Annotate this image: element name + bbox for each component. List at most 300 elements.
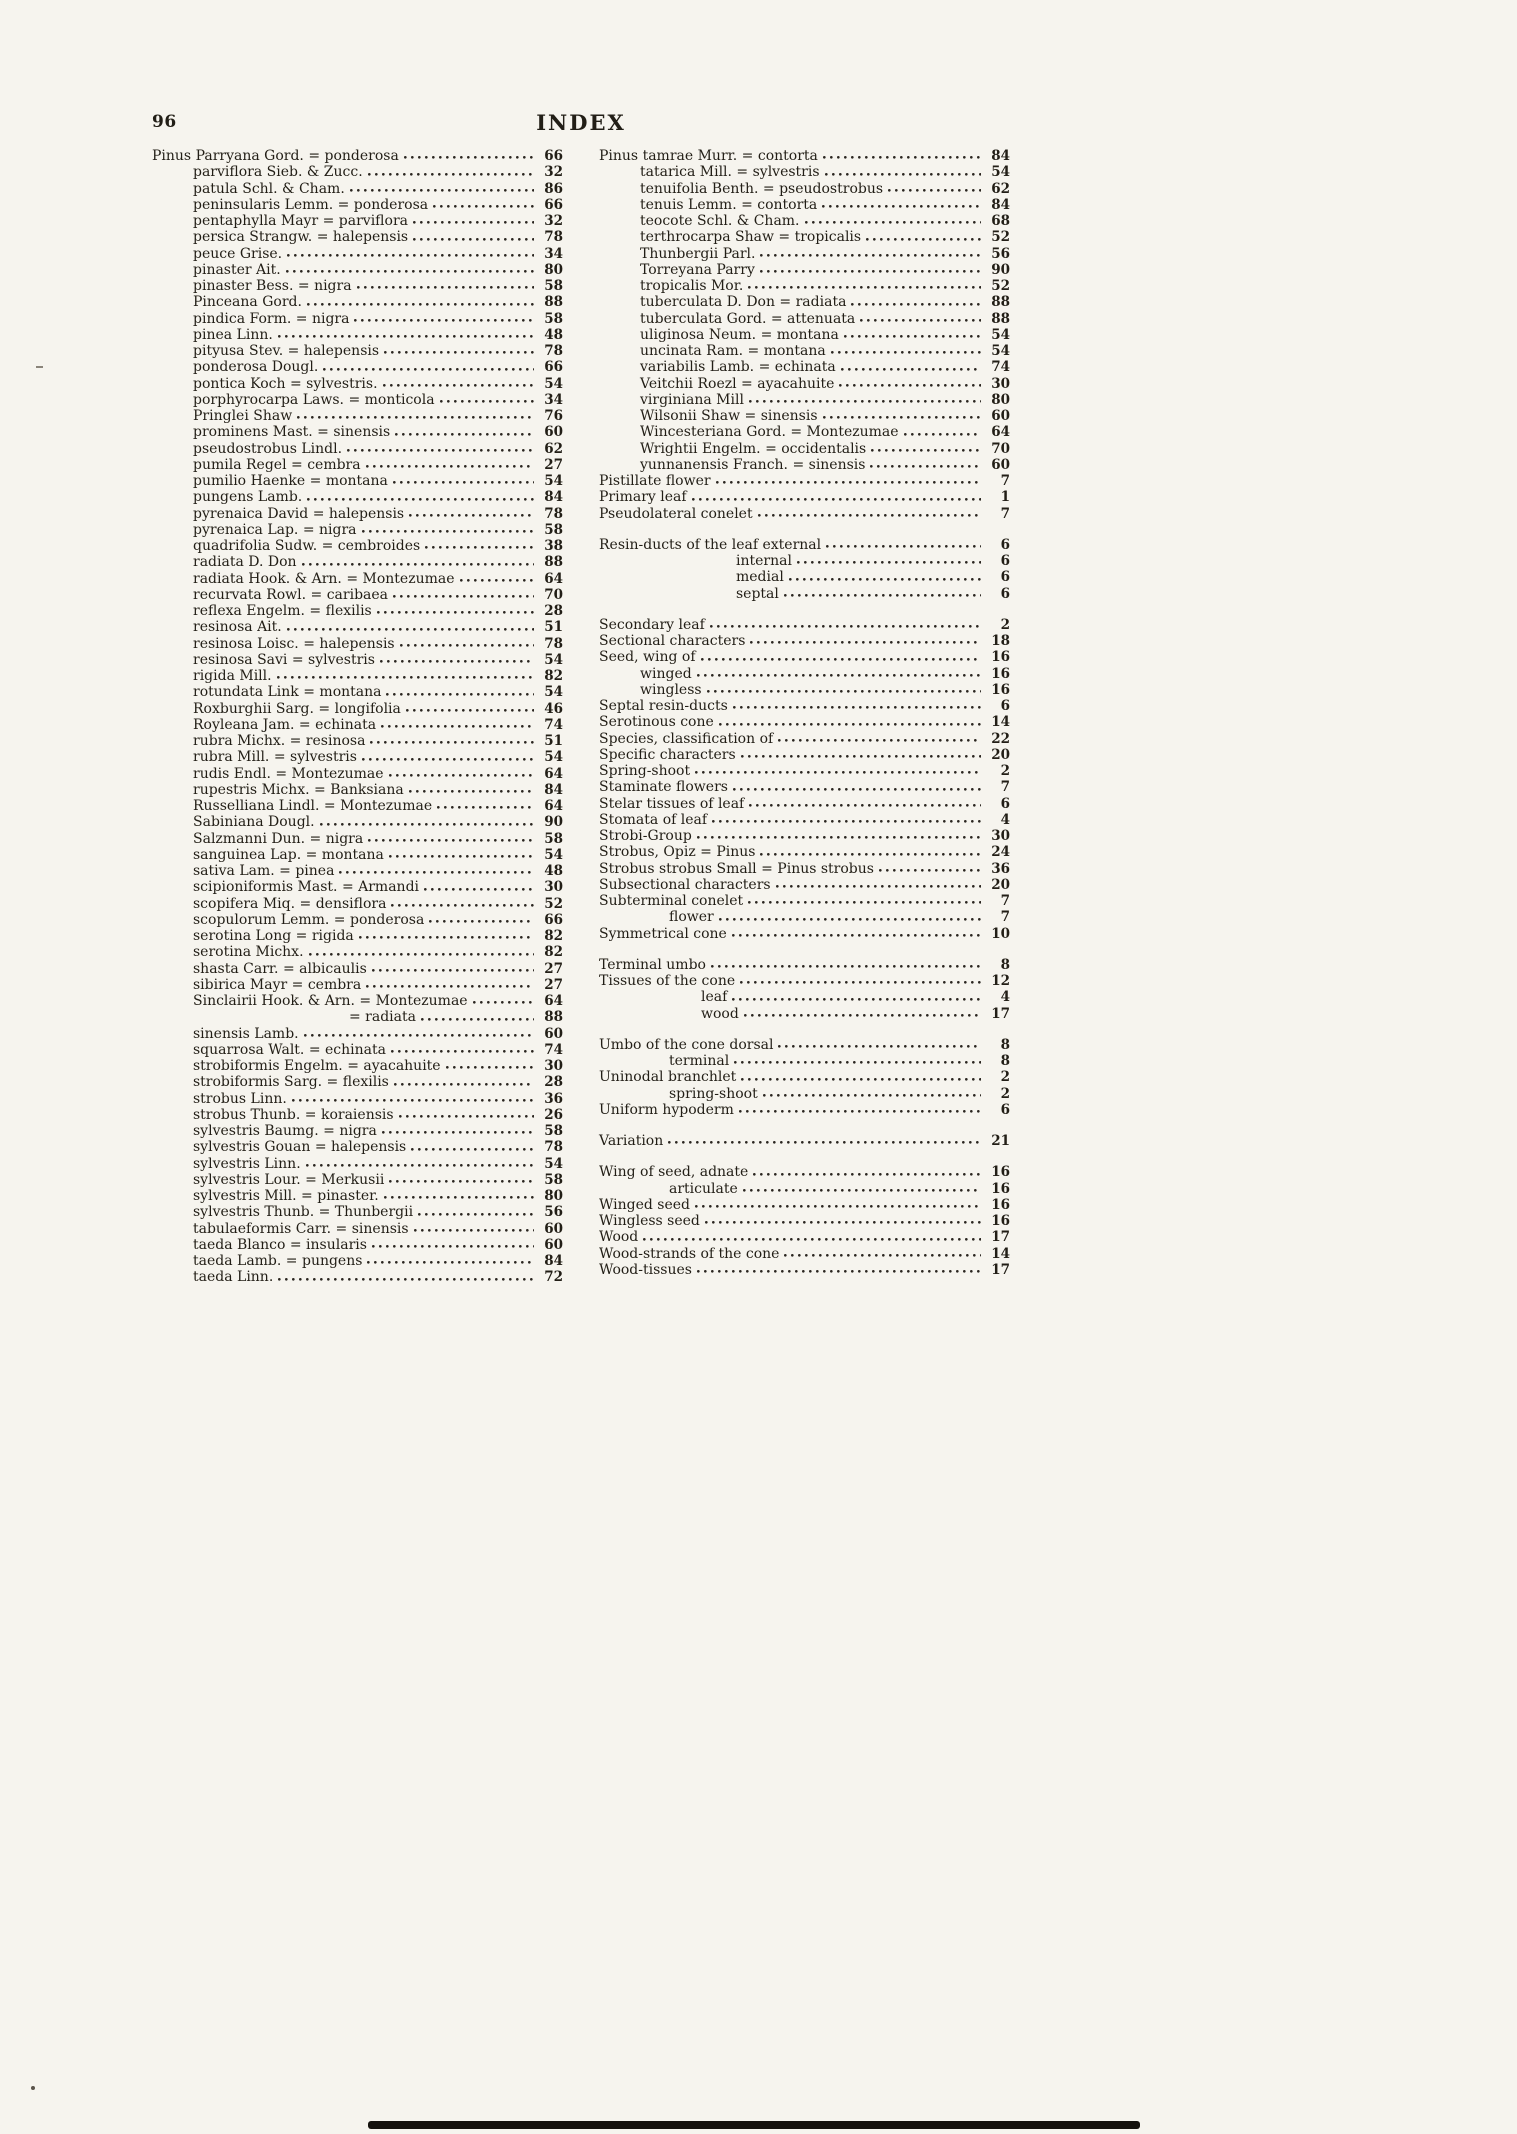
entry-page-number: 58 — [544, 310, 563, 327]
entry-page-number: 20 — [991, 746, 1010, 763]
entry-page-number: 2 — [1000, 1085, 1010, 1102]
index-entry — [599, 278, 1010, 294]
index-entry — [152, 473, 563, 489]
index-entry — [152, 587, 563, 603]
entry-page-number: 30 — [991, 828, 1010, 844]
entry-page-number: 6 — [1000, 698, 1010, 714]
dot-leader — [377, 611, 534, 616]
entry-page-number: 2 — [1000, 1069, 1010, 1086]
entry-page-number: 7 — [1000, 909, 1010, 926]
entry-text: Specific characters — [599, 746, 736, 763]
entry-page-number: 78 — [544, 343, 563, 359]
entry-page-number: 17 — [991, 1229, 1010, 1246]
index-entry — [599, 262, 1010, 278]
index-entry — [152, 522, 563, 538]
index-entry — [152, 928, 563, 944]
dot-leader — [278, 335, 534, 340]
entry-page-number: 2 — [1000, 763, 1010, 779]
dot-leader — [394, 1083, 534, 1088]
dot-leader — [733, 788, 981, 793]
entry-text: medial — [736, 569, 784, 586]
index-entry — [152, 798, 563, 814]
index-entry — [599, 327, 1010, 343]
index-entry — [152, 538, 563, 554]
index-entry — [152, 879, 563, 895]
index-entry — [152, 554, 563, 570]
dot-leader — [710, 625, 981, 630]
index-entry — [152, 749, 563, 765]
entry-text: serotina Michx. — [193, 944, 304, 961]
dot-leader — [692, 498, 981, 503]
dot-leader — [712, 820, 981, 825]
index-entry — [152, 782, 563, 798]
entry-text: teocote Schl. & Cham. — [640, 213, 800, 229]
entry-page-number: 1 — [1000, 489, 1010, 506]
entry-text: tuberculata D. Don = radiata — [640, 294, 847, 311]
dot-leader — [841, 368, 981, 373]
dot-leader — [732, 934, 981, 939]
entry-page-number: 78 — [544, 1139, 563, 1156]
entry-text: Wrightii Engelm. = occidentalis — [640, 440, 867, 457]
index-entry — [152, 766, 563, 782]
entry-page-number: 88 — [544, 1009, 563, 1026]
index-entry — [152, 1009, 563, 1025]
index-entry — [152, 1026, 563, 1042]
index-entry — [599, 1213, 1010, 1229]
entry-text: Pinceana Gord. — [193, 294, 302, 311]
dot-leader — [424, 888, 534, 893]
dot-leader — [851, 303, 981, 308]
entry-page-number: 34 — [544, 391, 563, 408]
entry-text: strobus Linn. — [193, 1090, 287, 1107]
entry-text: strobus Thunb. = koraiensis — [193, 1106, 394, 1123]
index-entry — [152, 619, 563, 635]
dot-leader — [871, 449, 981, 454]
dot-leader — [778, 739, 981, 744]
entry-page-number: 54 — [991, 326, 1010, 343]
dot-leader — [323, 368, 534, 373]
entry-text: pentaphylla Mayr = parviflora — [193, 213, 408, 229]
index-entry — [152, 457, 563, 473]
dot-leader — [716, 481, 981, 486]
index-entry — [599, 359, 1010, 375]
dot-leader — [719, 918, 981, 923]
entry-text: shasta Carr. = albicaulis — [193, 960, 367, 977]
dot-leader — [304, 1034, 534, 1039]
index-entry — [599, 1102, 1010, 1118]
dot-leader — [307, 498, 534, 503]
entry-text: Wood — [599, 1229, 639, 1246]
entry-page-number: 82 — [544, 928, 563, 944]
entry-text: pinaster Ait. — [193, 261, 281, 278]
dot-leader — [823, 156, 981, 161]
index-entry — [152, 814, 563, 830]
entry-text: Strobus strobus Small = Pinus strobus — [599, 860, 874, 877]
entry-text: scopulorum Lemm. = ponderosa — [193, 911, 425, 928]
dot-leader — [425, 546, 534, 551]
entry-page-number: 64 — [544, 570, 563, 587]
entry-text: Spring-shoot — [599, 763, 691, 779]
entry-page-number: 27 — [544, 456, 563, 473]
entry-page-number: 84 — [544, 1253, 563, 1269]
index-entry — [599, 537, 1010, 553]
entry-text: Wing of seed, adnate — [599, 1164, 749, 1181]
entry-text: strobiformis Sarg. = flexilis — [193, 1074, 389, 1091]
index-entry — [599, 1164, 1010, 1180]
entry-text: Wingless seed — [599, 1213, 700, 1229]
entry-text: persica Strangw. = halepensis — [193, 229, 409, 246]
index-entry — [599, 763, 1010, 779]
dot-leader — [297, 416, 534, 421]
entry-text: Pringlei Shaw — [193, 408, 293, 424]
entry-text: peninsularis Lemm. = ponderosa — [193, 196, 429, 213]
column-gap — [599, 1149, 1010, 1164]
entry-page-number: 30 — [544, 879, 563, 896]
entry-page-number: 66 — [544, 911, 563, 928]
entry-text: terthrocarpa Shaw = tropicalis — [640, 229, 862, 246]
page-content — [152, 110, 1010, 1286]
entry-page-number: 68 — [991, 213, 1010, 229]
index-entry — [152, 717, 563, 733]
index-entry — [599, 779, 1010, 795]
dot-leader — [643, 1238, 981, 1243]
entry-text: virginiana Mill — [640, 391, 744, 408]
entry-page-number: 32 — [544, 213, 563, 229]
dot-leader — [697, 674, 981, 679]
entry-page-number: 58 — [544, 1123, 563, 1139]
entry-text: porphyrocarpa Laws. = monticola — [193, 391, 435, 408]
entry-text: reflexa Engelm. = flexilis — [193, 603, 372, 619]
index-entry — [599, 148, 1010, 164]
entry-text: Strobi-Group — [599, 828, 692, 844]
index-entry — [152, 652, 563, 668]
index-entry — [599, 877, 1010, 893]
entry-text: rigida Mill. — [193, 668, 272, 684]
index-entry — [152, 408, 563, 424]
dot-leader — [695, 771, 981, 776]
entry-page-number: 7 — [1000, 893, 1010, 909]
entry-text: patula Schl. & Cham. — [193, 180, 345, 197]
index-entry — [599, 569, 1010, 585]
entry-page-number: 52 — [991, 278, 1010, 294]
entry-page-number: 74 — [991, 359, 1010, 376]
dot-leader — [391, 904, 534, 909]
entry-page-number: 34 — [544, 245, 563, 262]
index-entry — [152, 489, 563, 505]
scan-artifact-bar — [368, 2121, 1140, 2129]
entry-text: Seed, wing of — [599, 649, 696, 666]
dot-leader — [400, 644, 534, 649]
entry-text: Pinus Parryana Gord. = ponderosa — [152, 148, 399, 164]
entry-page-number: 36 — [544, 1090, 563, 1107]
index-entry — [152, 1253, 563, 1269]
entry-text: Stelar tissues of leaf — [599, 795, 745, 812]
index-entry — [599, 164, 1010, 180]
dot-leader — [309, 953, 534, 958]
dot-leader — [411, 1148, 534, 1153]
entry-page-number: 10 — [991, 925, 1010, 942]
entry-page-number: 26 — [544, 1106, 563, 1123]
entry-text: scipioniformis Mast. = Armandi — [193, 879, 420, 896]
entry-page-number: 28 — [544, 1074, 563, 1091]
dot-leader — [306, 1164, 534, 1169]
dot-leader — [797, 561, 981, 566]
index-entry — [599, 376, 1010, 392]
entry-page-number: 52 — [544, 895, 563, 912]
index-entry — [152, 229, 563, 245]
index-entry — [599, 682, 1010, 698]
entry-text: pumilio Haenke = montana — [193, 473, 388, 489]
entry-page-number: 62 — [544, 440, 563, 457]
entry-page-number: 88 — [991, 294, 1010, 311]
entry-text: Pistillate flower — [599, 473, 711, 489]
dot-leader — [743, 1189, 981, 1194]
dot-leader — [750, 641, 981, 646]
entry-page-number: 27 — [544, 976, 563, 993]
dot-leader — [749, 804, 981, 809]
entry-text: tenuis Lemm. = contorta — [640, 196, 818, 213]
dot-leader — [278, 1278, 534, 1283]
entry-text: Winged seed — [599, 1196, 691, 1213]
entry-text: recurvata Rowl. = caribaea — [193, 586, 389, 603]
index-entry — [599, 714, 1010, 730]
entry-text: serotina Long = rigida — [193, 928, 354, 944]
dot-leader — [384, 351, 534, 356]
page-header — [152, 110, 1010, 136]
dot-leader — [362, 530, 534, 535]
index-entry — [152, 944, 563, 960]
entry-page-number: 78 — [544, 229, 563, 246]
entry-page-number: 80 — [991, 391, 1010, 408]
entry-text: ponderosa Dougl. — [193, 359, 319, 376]
entry-page-number: 16 — [991, 1164, 1010, 1181]
index-entry — [152, 278, 563, 294]
dot-leader — [753, 1173, 981, 1178]
scan-mark-dash — [36, 366, 43, 368]
scan-mark-speck — [31, 2086, 35, 2090]
index-entry — [599, 506, 1010, 522]
entry-text: tabulaeformis Carr. = sinensis — [193, 1220, 409, 1237]
entry-text: flower — [669, 909, 714, 926]
index-entry — [599, 457, 1010, 473]
index-entry — [599, 586, 1010, 602]
entry-text: Variation — [599, 1133, 664, 1149]
entry-text: Stomata of leaf — [599, 811, 708, 828]
index-entry — [152, 701, 563, 717]
entry-text: Uniform hypoderm — [599, 1101, 734, 1118]
entry-text: quadrifolia Sudw. = cembroides — [193, 538, 421, 554]
entry-page-number: 88 — [544, 294, 563, 311]
dot-leader — [409, 790, 534, 795]
entry-page-number: 66 — [544, 148, 563, 164]
entry-page-number: 12 — [991, 973, 1010, 989]
entry-text: squarrosa Walt. = echinata — [193, 1041, 386, 1058]
entry-text: pyrenaica David = halepensis — [193, 505, 405, 522]
entry-text: Wood-strands of the cone — [599, 1245, 780, 1262]
dot-leader — [826, 545, 981, 550]
index-entry — [152, 1074, 563, 1090]
dot-leader — [413, 221, 534, 226]
entry-page-number: 54 — [991, 164, 1010, 181]
dot-leader — [879, 869, 981, 874]
entry-text: wingless — [640, 681, 702, 698]
index-entry — [599, 989, 1010, 1005]
index-entry — [599, 1086, 1010, 1102]
dot-leader — [421, 1018, 534, 1023]
dot-leader — [707, 690, 981, 695]
entry-page-number: 2 — [1000, 616, 1010, 633]
entry-text: Strobus, Opiz = Pinus — [599, 844, 756, 861]
index-entry — [152, 1156, 563, 1172]
entry-page-number: 84 — [544, 489, 563, 506]
index-entry — [599, 617, 1010, 633]
entry-text: parviflora Sieb. & Zucc. — [193, 164, 363, 181]
dot-leader — [386, 693, 534, 698]
entry-text: winged — [640, 665, 692, 682]
dot-leader — [870, 465, 981, 470]
entry-page-number: 56 — [991, 245, 1010, 262]
entry-text: tenuifolia Benth. = pseudostrobus — [640, 180, 884, 197]
entry-page-number: 60 — [544, 1236, 563, 1253]
page-title: INDEX — [536, 110, 626, 135]
entry-text: Russelliana Lindl. = Montezumae — [193, 798, 433, 814]
entry-text: Subterminal conelet — [599, 893, 744, 909]
entry-page-number: 8 — [1000, 956, 1010, 973]
dot-leader — [350, 189, 534, 194]
entry-text: Staminate flowers — [599, 779, 728, 796]
entry-page-number: 14 — [991, 714, 1010, 731]
index-entry — [599, 893, 1010, 909]
index-entry — [599, 392, 1010, 408]
entry-text: prominens Mast. = sinensis — [193, 424, 391, 441]
index-entry — [599, 294, 1010, 310]
entry-page-number: 54 — [544, 473, 563, 489]
index-column-right — [599, 148, 1010, 1278]
entry-page-number: 54 — [544, 749, 563, 766]
entry-text: Salzmanni Dun. = nigra — [193, 830, 364, 847]
index-entry — [152, 294, 563, 310]
index-entry — [152, 311, 563, 327]
entry-page-number: 70 — [991, 440, 1010, 457]
entry-text: pindica Form. = nigra — [193, 310, 350, 327]
index-entry — [152, 1107, 563, 1123]
dot-leader — [418, 1213, 534, 1218]
entry-text: = radiata — [349, 1009, 416, 1026]
entry-text: septal — [736, 585, 779, 602]
dot-leader — [357, 286, 534, 291]
entry-text: rotundata Link = montana — [193, 684, 382, 701]
entry-text: Royleana Jam. = echinata — [193, 716, 377, 733]
index-entry — [599, 633, 1010, 649]
dot-leader — [354, 319, 534, 324]
entry-page-number: 62 — [991, 180, 1010, 197]
dot-leader — [719, 723, 981, 728]
index-entry — [599, 861, 1010, 877]
entry-text: Sectional characters — [599, 633, 746, 649]
entry-page-number: 84 — [991, 148, 1010, 164]
page-number: 96 — [152, 112, 177, 132]
entry-text: resinosa Ait. — [193, 619, 282, 636]
entry-page-number: 54 — [544, 651, 563, 668]
dot-leader — [784, 594, 981, 599]
dot-leader — [763, 1094, 981, 1099]
index-entry — [599, 812, 1010, 828]
entry-text: pumila Regel = cembra — [193, 456, 361, 473]
index-entry — [152, 376, 563, 392]
entry-page-number: 88 — [991, 310, 1010, 327]
entry-page-number: 58 — [544, 278, 563, 294]
entry-text: rubra Michx. = resinosa — [193, 733, 366, 749]
entry-page-number: 70 — [544, 586, 563, 603]
index-entry — [152, 831, 563, 847]
dot-leader — [380, 660, 534, 665]
index-entry — [152, 181, 563, 197]
index-entry — [152, 1237, 563, 1253]
entry-page-number: 4 — [1000, 811, 1010, 828]
entry-page-number: 54 — [544, 846, 563, 863]
entry-text: resinosa Savi = sylvestris — [193, 651, 375, 668]
entry-text: yunnanensis Franch. = sinensis — [640, 456, 866, 473]
index-entry — [152, 571, 563, 587]
index-entry — [152, 896, 563, 912]
dot-leader — [437, 806, 534, 811]
entry-page-number: 46 — [544, 700, 563, 717]
dot-leader — [473, 1001, 534, 1006]
dot-leader — [366, 985, 534, 990]
dot-leader — [368, 173, 534, 178]
entry-text: sylvestris Thunb. = Thunbergii — [193, 1204, 414, 1221]
entry-text: Resin-ducts of the leaf external — [599, 536, 822, 553]
dot-leader — [320, 823, 534, 828]
entry-text: taeda Linn. — [193, 1269, 274, 1286]
index-entry — [599, 473, 1010, 489]
dot-leader — [372, 1245, 534, 1250]
index-entry — [152, 197, 563, 213]
entry-text: sylvestris Gouan = halepensis — [193, 1139, 407, 1156]
dot-leader — [460, 579, 534, 584]
index-entry — [599, 424, 1010, 440]
column-gap — [599, 522, 1010, 537]
entry-page-number: 72 — [544, 1269, 563, 1286]
index-entry — [152, 1172, 563, 1188]
index-entry — [152, 1058, 563, 1074]
dot-leader — [705, 1221, 981, 1226]
dot-leader — [789, 578, 981, 583]
entry-page-number: 58 — [544, 1171, 563, 1188]
dot-leader — [302, 563, 534, 568]
dot-leader — [760, 853, 981, 858]
entry-text: Sabiniana Dougl. — [193, 814, 315, 831]
column-gap — [599, 942, 1010, 957]
dot-leader — [384, 1196, 534, 1201]
dot-leader — [433, 205, 534, 210]
entry-page-number: 60 — [544, 1025, 563, 1042]
entry-page-number: 16 — [991, 665, 1010, 682]
dot-leader — [844, 335, 981, 340]
entry-page-number: 7 — [1000, 779, 1010, 796]
index-entry — [152, 424, 563, 440]
index-entry — [152, 359, 563, 375]
entry-page-number: 17 — [991, 1261, 1010, 1278]
index-entry — [152, 246, 563, 262]
entry-page-number: 80 — [544, 1188, 563, 1204]
entry-page-number: 27 — [544, 960, 563, 977]
index-entry — [152, 1188, 563, 1204]
entry-page-number: 17 — [991, 1005, 1010, 1022]
dot-leader — [904, 433, 981, 438]
entry-text: leaf — [701, 989, 728, 1006]
entry-text: sylvestris Mill. = pinaster. — [193, 1188, 379, 1204]
